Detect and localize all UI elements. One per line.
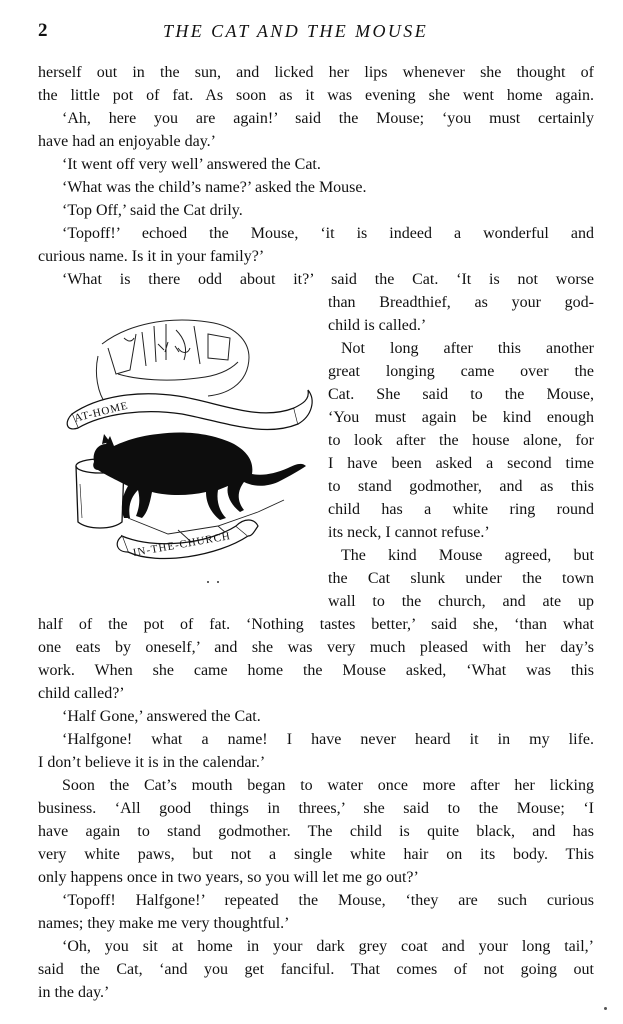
text-line: The kind Mouse agreed, but — [341, 547, 594, 564]
text-line: herself out in the sun, and licked her lips whenever she thought of — [38, 64, 594, 81]
text-line: child called?’ — [38, 685, 125, 702]
text-line: Not long after this another — [341, 340, 594, 357]
text-line: said the Cat, ‘and you get fanciful. That comes of not going out — [38, 961, 594, 978]
text-line: child is called.’ — [328, 317, 427, 334]
text-line: to stand godmother, and as this — [328, 478, 594, 495]
cat-illustration — [58, 304, 322, 588]
page-header — [38, 20, 594, 44]
text-line: the Cat slunk under the town — [328, 570, 594, 587]
text-line: I don’t believe it is in the calendar.’ — [38, 754, 266, 771]
banner-in-the-church — [117, 520, 258, 559]
text-line: ‘What was the child’s name?’ asked the Mouse. — [62, 179, 367, 196]
text-line: to look after the house alone, for — [328, 432, 594, 449]
cat-engraving — [58, 304, 322, 588]
text-line: I have been asked a second time — [328, 455, 594, 472]
text-line: the little pot of fat. As soon as it was evening she went home again. — [38, 87, 594, 104]
stray-dots — [207, 581, 219, 583]
text-line: ‘You must again be kind enough — [328, 409, 594, 426]
text-line: in the day.’ — [38, 984, 110, 1001]
text-line: great longing came over the — [328, 363, 594, 380]
text-line: ‘Topoff!’ echoed the Mouse, ‘it is indeed a wonderful and — [62, 225, 594, 242]
text-line: ‘It went off very well’ answered the Cat. — [62, 156, 321, 173]
text-line: ‘Halfgone! what a name! I have never heard it in my life. — [62, 731, 594, 748]
text-line: Soon the Cat’s mouth began to water once more after her licking — [62, 777, 594, 794]
text-line: its neck, I cannot refuse.’ — [328, 524, 490, 541]
text-line: Cat. She said to the Mouse, — [328, 386, 594, 403]
text-line: wall to the church, and ate up — [328, 593, 594, 610]
text-line: child has a white ring round — [328, 501, 594, 518]
home-scene-sketch — [96, 320, 249, 404]
text-line: ‘What is there odd about it?’ said the Cat. ‘It is not worse — [62, 271, 594, 288]
text-line: work. When she came home the Mouse asked, ‘What was this — [38, 662, 594, 679]
black-cat — [93, 432, 306, 520]
text-line: names; they make me very thoughtful.’ — [38, 915, 290, 932]
page-number: 2 — [38, 20, 48, 41]
text-line: one eats by oneself,’ and she was very much pleased with her day’s — [38, 639, 594, 656]
text-line: have had an enjoyable day.’ — [38, 133, 216, 150]
text-line: ‘Half Gone,’ answered the Cat. — [62, 708, 261, 725]
text-line: than Breadthief, as your god- — [328, 294, 594, 311]
page-speck — [604, 1007, 607, 1010]
text-line: ‘Top Off,’ said the Cat drily. — [62, 202, 243, 219]
text-line: half of the pot of fat. ‘Nothing tastes better,’ said she, ‘than what — [38, 616, 594, 633]
text-line: ‘Oh, you sit at home in your dark grey coat and your long tail,’ — [62, 938, 594, 955]
text-line: ‘Topoff! Halfgone!’ repeated the Mouse, ‘they are such curious — [62, 892, 594, 909]
text-line: have again to stand godmother. The child is quite black, and has — [38, 823, 594, 840]
banner-at-home-label: AT-HOME — [73, 399, 130, 425]
text-line: curious name. Is it in your family?’ — [38, 248, 265, 265]
text-line: business. ‘All good things in threes,’ she said to the Mouse; ‘I — [38, 800, 594, 817]
text-line: very white paws, but not a single white hair on its body. This — [38, 846, 594, 863]
banner-in-the-church-label: IN-THE-CHURCH — [132, 530, 232, 560]
text-line: only happens once in two years, so you will let me go out?’ — [38, 869, 419, 886]
running-title: THE CAT AND THE MOUSE — [163, 21, 429, 41]
banner-at-home — [67, 390, 312, 430]
text-line: ‘Ah, here you are again!’ said the Mouse; ‘you must certainly — [62, 110, 594, 127]
